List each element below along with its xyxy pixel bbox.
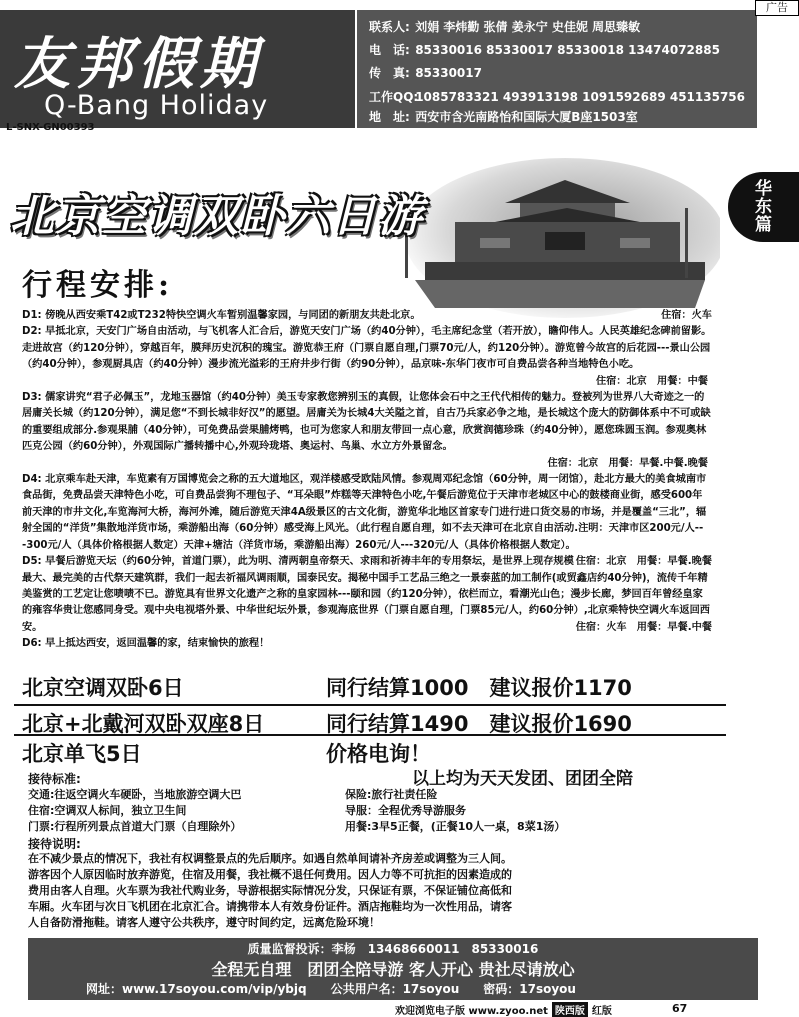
day-label: D4:: [22, 474, 42, 486]
standard-item: 交通:往返空调火车硬卧，当地旅游空调大巴: [28, 788, 242, 801]
day-meta: 住宿：北京 用餐：早餐.中餐.晚餐: [547, 457, 708, 469]
complaint-hotline: 质量监督投诉：李杨 13468660011 85330016: [247, 942, 539, 956]
package-name: 北京单飞5日: [22, 742, 142, 766]
day-meta: 住宿：火车 用餐：早餐.中餐: [575, 621, 712, 633]
day-text: 傍晚从西安乘T42或T232特快空调火车暂别温馨家园，与同团的新朋友共赴北京。: [45, 310, 421, 321]
day-text: 早餐后游览天坛（约60分钟，首道门票），此为明、清两朝皇帝祭天、求雨和祈祷丰年的专用祭坛，是世界上现存规模最大、最完美的古代祭天建筑群，我们一起去祈福风调雨顺，国泰民安。揭秘中国手工艺品三绝之一景泰蓝的加工制作(或贸鑫店约40分钟)，流传千年精美鉴赏的工艺定让您啧啧不已。游览具有世界文化遗产之称的皇家园林---颐和园（约120分钟），依栏而立，看潮光山色；漫步长廊，梦回百年曾经皇家的雍容华贵让您感同身受。观中央电视塔外景、中华世纪坛外景，参观海底世界（门票自愿自理，门票85元/人，约60分钟）,北京乘特快空调火车返回西安。: [22, 556, 710, 633]
package-price: 同行结算1000 建议报价1170: [326, 676, 632, 700]
contact-row: 工作QQ: 1085783321 493913198 1091592689 451135756: [369, 90, 746, 104]
note-line: 在不减少景点的情况下，我社有权调整景点的先后顺序。如遇自然单间请补齐房差或调整为三人间。: [28, 852, 512, 865]
notes-title: 接待说明:: [28, 837, 81, 851]
header: [0, 0, 757, 138]
contact-panel: [357, 10, 757, 128]
license-number: L-SNX-GN00393: [6, 122, 95, 133]
itinerary-day: [22, 554, 712, 636]
standard-item: 保险:旅行社责任险: [345, 788, 438, 801]
edition-label: 红版: [591, 1006, 612, 1017]
bottom-bar: [395, 1002, 612, 1017]
standards-title: 接待标准:: [28, 772, 81, 786]
tiananmen-photo: [395, 158, 720, 318]
brand-logo-cn: 友邦假期: [14, 31, 262, 97]
day-meta: 住宿：北京 用餐：早餐.晚餐: [575, 556, 712, 568]
package-price: 同行结算1490 建议报价1690: [326, 712, 632, 736]
day-text: 北京乘车赴天津，车览素有万国博览会之称的五大道地区，观洋楼感受欧陆风情。参观周邓纪念馆（60分钟，周一闭馆），赴北方最大的美食城南市食品街，免费品尝天津特色小吃，可自费品尝狗不理包子、“耳朵眼”炸糕等天津特色小吃,午餐后游览位于天津市老城区中心的鼓楼商业街，感受600年前天津的市井文化,车览海河大桥，海河外滩，随后游览天津4A级景区的古文化街，游览华北地区首家专门进行进口货交易的市场，并是覆盖“三北”，辐射全国的“洋货”集散地洋货市场，乘游船出海（60分钟）感受海上风光。（此行程自愿自理，如不去天津可在北京自由活动.注明：天津市区200元/人---300元/人（具体价格根据人数定）天津+塘沽（洋货市场，乘游船出海）260元/人---320元/人（具体价格根据人数定）。: [22, 474, 707, 551]
contact-row: 电 话: 85330016 85330017 85330018 13474072885: [369, 43, 720, 57]
price-row: [14, 736, 726, 764]
standard-item: 住宿:空调双人标间，独立卫生间: [28, 804, 187, 817]
package-name: 北京空调双卧6日: [22, 676, 184, 700]
region-tab: 华 东 篇: [728, 172, 799, 242]
footer: [28, 938, 758, 1000]
note-line: 车厢。火车团与次日飞机团在北京汇合。请携带本人有效身份证件。酒店拖鞋均为一次性用品，请客: [28, 900, 512, 913]
package-price: 价格电询！: [326, 742, 431, 766]
day-label: D6:: [22, 638, 42, 650]
itinerary: [22, 308, 712, 653]
standard-item: 导服：全程优秀导游服务: [345, 804, 466, 817]
ad-tag: 广告: [755, 0, 799, 16]
day-meta: 住宿：北京 用餐：中餐: [595, 375, 708, 387]
itinerary-day: [22, 390, 712, 472]
itinerary-day: [22, 324, 712, 390]
package-name: 北京+北戴河双卧双座8日: [22, 712, 265, 736]
logo-panel: [0, 10, 355, 128]
brand-logo-en: Q-Bang Holiday: [44, 90, 269, 121]
standard-item: 用餐:3早5正餐，(正餐10人一桌，8菜1汤）: [345, 820, 566, 833]
day-label: D5:: [22, 556, 42, 568]
schedule-heading: 行程安排:: [22, 268, 174, 303]
contact-row: 传 真: 85330017: [369, 66, 482, 80]
day-label: D2:: [22, 326, 42, 338]
price-row: [14, 704, 726, 736]
daily-departure-note: 以上均为天天发团、团团全陪: [412, 769, 633, 789]
itinerary-day: [22, 636, 712, 652]
site-link[interactable]: 欢迎浏览电子版 www.zyoo.net: [395, 1006, 548, 1017]
website-info[interactable]: 网址：www.17soyou.com/vip/ybjq 公共用户名：17soyou 密码：17soyou: [86, 982, 576, 996]
notes: [28, 851, 710, 931]
day-text: 早上抵达西安，返回温馨的家，结束愉快的旅程！: [45, 638, 270, 650]
note-line: 游客因个人原因临时放弃游览，住宿及用餐，我社概不退任何费用。因人力等不可抗拒的因素造成的: [28, 868, 512, 881]
contact-row: 联系人: 刘娟 李炜勤 张倩 姜永宁 史佳妮 周思臻敏: [369, 20, 641, 34]
day-text: 儒家讲究“君子必佩玉”，龙地玉器馆（约40分钟）美玉专家教您辨别玉的真假，让您体会石中之王代代相传的魅力。登被列为世界八大奇迹之一的居庸关长城（约120分钟），满足您“不到长城非好汉”的愿望。居庸关为长城4大关隘之首，自古乃兵家必争之地，是长城这个庞大的防御体系中不可或缺的重要组成部分.参观果脯（40分钟），可免费品尝果脯烤鸭，也可为您家人和朋友带回一点心意，欣赏润德珍珠（约40分钟），愿您珠圆玉润。参观奥林匹克公园（约60分钟），外观国际广播转播中心,外观玲珑塔、奥运村、鸟巢、水立方外景留念。: [22, 392, 711, 453]
standard-item: 门票:行程所列景点首道大门票（自理除外）: [28, 820, 242, 833]
itinerary-day: [22, 308, 712, 324]
day-label: D3:: [22, 392, 42, 404]
note-line: 人自备防滑拖鞋。请客人遵守公共秩序，遵守时间约定，远离危险环境！: [28, 916, 380, 929]
day-text: 早抵北京，天安门广场自由活动，与飞机客人汇合后，游览天安门广场（约40分钟），毛主席纪念堂（若开放），瞻仰伟人。人民英雄纪念碑前留影。走进故宫（约120分钟），穿越百年，膜拜历史沉积的瑰宝。游览恭王府（门票自愿自理,门票70元/人，约120分钟）。游览曾今故宫的后花园---景山公园（约40分钟），参观厨具店（约40分钟）漫步流光溢彩的王府井步行街（约90分钟），品京味-东华门夜市可自费品尝各种当地特色小吃。: [22, 326, 712, 371]
edition-box: 陕西版: [552, 1002, 588, 1017]
day-meta: 住宿：火车: [661, 310, 712, 321]
price-row: [14, 672, 726, 698]
contact-row: 地 址: 西安市含光南路怡和国际大厦B座1503室: [369, 110, 638, 124]
footer-slogan: 全程无自理 团团全陪导游 客人开心 贵社尽请放心: [211, 960, 575, 979]
tour-title: 北京空调双卧六日游: [10, 191, 424, 242]
note-line: 费用由客人自理。火车票为我社代购业务，导游根据实际情况分发，只保证有票，不保证铺位高低和: [28, 884, 512, 897]
day-label: D1:: [22, 310, 42, 321]
page-number: 67: [672, 1002, 688, 1015]
